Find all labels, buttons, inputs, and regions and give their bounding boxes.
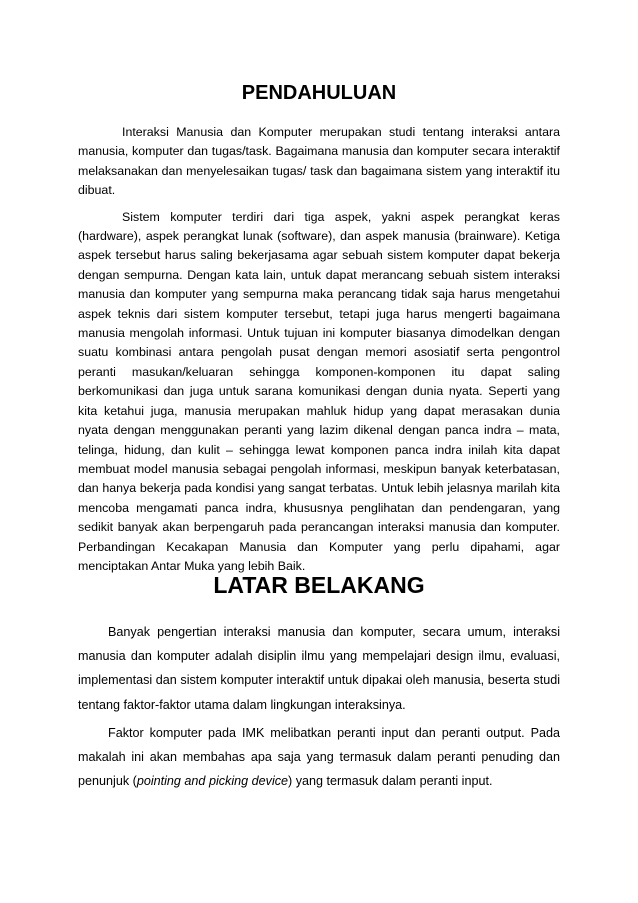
paragraph-4-italic: pointing and picking device bbox=[136, 774, 289, 789]
paragraph-1: Interaksi Manusia dan Komputer merupakan studi tentang interaksi antara manusia, komputer dan tugas/task. Bagaimana manusia dan komputer secara interaktif melaksanakan dan menyelesaikan tugas/ task dan bagaimana sistem yang interaktif itu dibuat. bbox=[78, 125, 560, 198]
heading-pendahuluan: PENDAHULUAN bbox=[241, 82, 397, 104]
paragraph-4-start: Faktor komputer pada IMK melibatkan peranti input dan peranti output. Pada makalah ini akan membahas apa saja yang termasuk dalam peranti penuding dan penunjuk ( bbox=[78, 725, 560, 789]
paragraph-4-end: ) yang termasuk dalam peranti input. bbox=[288, 774, 493, 789]
paragraph-4 bbox=[78, 721, 560, 794]
section-latar-belakang bbox=[78, 620, 560, 793]
paragraph-2: Sistem komputer terdiri dari tiga aspek, yakni aspek perangkat keras (hardware), aspek perangkat lunak (software), dan aspek manusia (brainware). Ketiga aspek tersebut harus saling bekerjasama agar sebuah sistem komputer dapat bekerja dengan sempurna. Dengan kata lain, untuk dapat merancang sebuah sistem interaksi manusia dan komputer yang sempurna maka perancang tidak saja harus mengetahui aspek teknis dari sistem komputer tersebut, tetapi juga harus mengerti bagaimana manusia mengolah informasi. Untuk tujuan ini komputer biasanya dimodelkan dengan suatu kombinasi antara pengolah pusat dengan memori asosiatif serta pengontrol peranti masukan/keluaran sehingga komponen-komponen itu dapat saling berkomunikasi dan juga untuk sarana komunikasi dengan dunia nyata. Seperti yang kita ketahui juga, manusia merupakan mahluk hidup yang dapat merasakan dunia nyata dengan menggunakan peranti yang lazim dikenal dengan panca indra – mata, telinga, hidung, dan kulit – sehingga lewat komponen panca indra inilah kita dapat membuat model manusia sebagai pengolah informasi, meskipun banyak keterbatasan, dan hanya bekerja pada kondisi yang sangat terbatas. Untuk lebih jelasnya marilah kita mencoba mengamati panca indra, khususnya penglihatan dan pendengaran, yang sedikit banyak akan berpengaruh pada perancangan interaksi manusia dan komputer. Perbandingan Kecakapan Manusia dan Komputer yang perlu dipahami, agar menciptakan Antar Muka yang lebih Baik. bbox=[78, 209, 560, 573]
section-pendahuluan bbox=[78, 123, 560, 576]
paragraph-3: Banyak pengertian interaksi manusia dan komputer, secara umum, interaksi manusia dan komputer adalah disiplin ilmu yang mempelajari design ilmu, evaluasi, implementasi dan sistem komputer interaktif untuk dipakai oleh manusia, beserta studi tentang faktor-faktor utama dalam lingkungan interaksinya. bbox=[78, 625, 560, 712]
heading-latar-belakang: LATAR BELAKANG bbox=[213, 572, 425, 598]
